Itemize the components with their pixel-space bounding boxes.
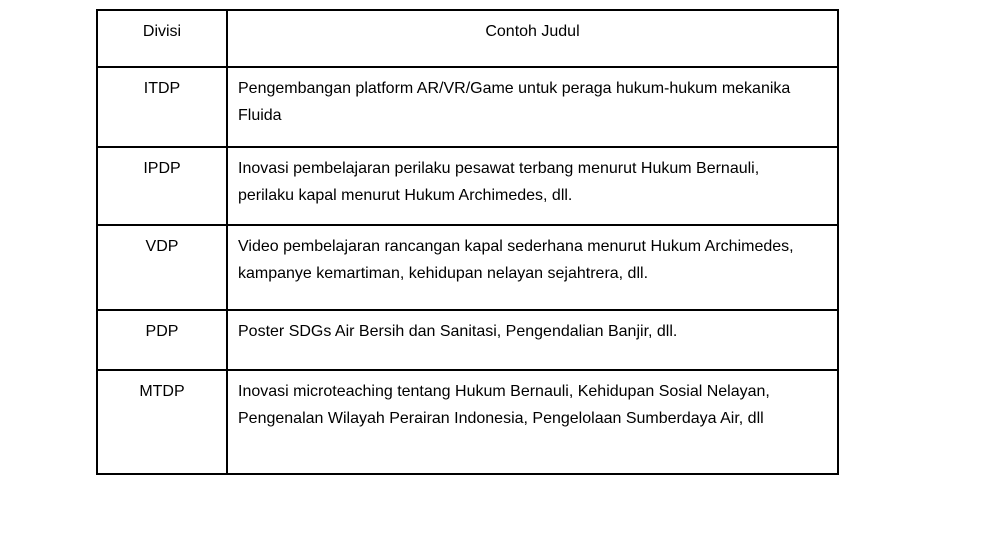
header-contoh-judul: Contoh Judul bbox=[227, 10, 838, 67]
table-row bbox=[97, 370, 838, 474]
table-row bbox=[97, 67, 838, 147]
table-row bbox=[97, 310, 838, 370]
divisi-judul-table bbox=[96, 9, 839, 475]
table-row bbox=[97, 147, 838, 225]
judul-cell: Poster SDGs Air Bersih dan Sanitasi, Pengendalian Banjir, dll. bbox=[227, 310, 838, 370]
judul-cell: Inovasi microteaching tentang Hukum Bernauli, Kehidupan Sosial Nelayan, Pengenalan Wilayah Perairan Indonesia, Pengelolaan Sumberdaya Air, dll bbox=[227, 370, 838, 474]
table-row bbox=[97, 225, 838, 310]
table-header-row bbox=[97, 10, 838, 67]
judul-cell: Inovasi pembelajaran perilaku pesawat terbang menurut Hukum Bernauli, perilaku kapal menurut Hukum Archimedes, dll. bbox=[227, 147, 838, 225]
divisi-cell: IPDP bbox=[97, 147, 227, 225]
judul-cell: Pengembangan platform AR/VR/Game untuk peraga hukum-hukum mekanika Fluida bbox=[227, 67, 838, 147]
divisi-cell: VDP bbox=[97, 225, 227, 310]
header-divisi: Divisi bbox=[97, 10, 227, 67]
divisi-cell: ITDP bbox=[97, 67, 227, 147]
divisi-cell: PDP bbox=[97, 310, 227, 370]
judul-cell: Video pembelajaran rancangan kapal sederhana menurut Hukum Archimedes, kampanye kemartiman, kehidupan nelayan sejahtrera, dll. bbox=[227, 225, 838, 310]
divisi-cell: MTDP bbox=[97, 370, 227, 474]
